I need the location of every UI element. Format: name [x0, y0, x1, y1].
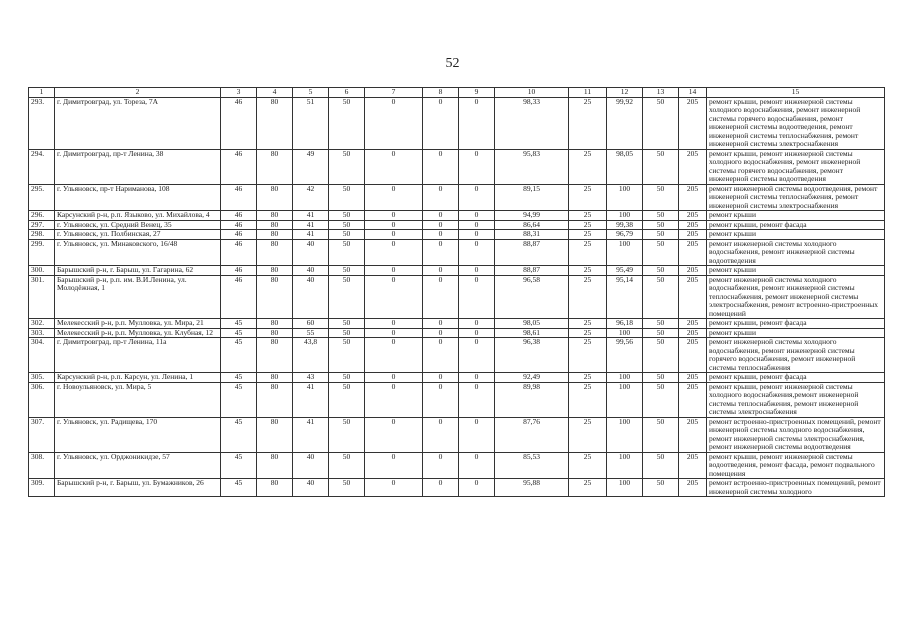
value-cell-c8: 0	[423, 452, 459, 479]
works-cell: ремонт крыши, ремонт инженерной системы водоотведения, ремонт фасада, ремонт подвального помещения	[707, 452, 885, 479]
value-cell-c10: 92,49	[495, 373, 569, 383]
value-cell-c7: 0	[365, 230, 423, 240]
table-row	[29, 266, 885, 276]
value-cell-c5: 43	[293, 373, 329, 383]
value-cell-c13: 50	[643, 266, 679, 276]
value-cell-c11: 25	[569, 452, 607, 479]
value-cell-c9: 0	[459, 266, 495, 276]
column-header: 2	[55, 88, 221, 98]
table-row	[29, 220, 885, 230]
value-cell-c7: 0	[365, 479, 423, 497]
value-cell-c4: 80	[257, 239, 293, 266]
value-cell-c10: 88,31	[495, 230, 569, 240]
value-cell-c11: 25	[569, 319, 607, 329]
value-cell-c12: 100	[607, 373, 643, 383]
value-cell-c13: 50	[643, 338, 679, 373]
value-cell-c8: 0	[423, 266, 459, 276]
value-cell-c4: 80	[257, 382, 293, 417]
value-cell-c10: 98,61	[495, 328, 569, 338]
table-row	[29, 230, 885, 240]
value-cell-c6: 50	[329, 319, 365, 329]
value-cell-c7: 0	[365, 328, 423, 338]
value-cell-c11: 25	[569, 230, 607, 240]
table-row	[29, 275, 885, 319]
works-cell: ремонт встроенно-пристроенных помещений, ремонт инженерной системы холодного водоснабжения, ремонт инженерной системы электроснабжения, ремонт инженерной системы водоотведения	[707, 417, 885, 452]
column-header: 7	[365, 88, 423, 98]
table-row	[29, 149, 885, 184]
value-cell-c8: 0	[423, 97, 459, 149]
value-cell-c9: 0	[459, 184, 495, 211]
row-number-cell: 296.	[29, 211, 55, 221]
works-cell: ремонт инженерной системы водоотведения, ремонт инженерной системы теплоснабжения, ремонт инженерной системы электроснабжения	[707, 184, 885, 211]
address-cell: г. Ульяновск, ул. Средний Венец, 35	[55, 220, 221, 230]
address-cell: Барышский р-н, г. Барыш, ул. Гагарина, 62	[55, 266, 221, 276]
value-cell-c3: 45	[221, 417, 257, 452]
value-cell-c9: 0	[459, 275, 495, 319]
row-number-cell: 309.	[29, 479, 55, 497]
works-cell: ремонт крыши, ремонт фасада	[707, 220, 885, 230]
value-cell-c5: 40	[293, 266, 329, 276]
value-cell-c14: 205	[679, 382, 707, 417]
value-cell-c7: 0	[365, 275, 423, 319]
value-cell-c7: 0	[365, 373, 423, 383]
value-cell-c4: 80	[257, 220, 293, 230]
value-cell-c5: 41	[293, 382, 329, 417]
value-cell-c10: 95,83	[495, 149, 569, 184]
table-row	[29, 417, 885, 452]
value-cell-c6: 50	[329, 373, 365, 383]
address-cell: г. Димитровград, пр-т Ленина, 11а	[55, 338, 221, 373]
works-cell: ремонт крыши, ремонт фасада	[707, 319, 885, 329]
value-cell-c12: 100	[607, 382, 643, 417]
value-cell-c13: 50	[643, 230, 679, 240]
value-cell-c11: 25	[569, 184, 607, 211]
value-cell-c12: 99,56	[607, 338, 643, 373]
column-header: 6	[329, 88, 365, 98]
value-cell-c8: 0	[423, 275, 459, 319]
value-cell-c5: 49	[293, 149, 329, 184]
address-cell: г. Ульяновск, пр-т Нариманова, 108	[55, 184, 221, 211]
value-cell-c3: 46	[221, 149, 257, 184]
column-header: 14	[679, 88, 707, 98]
value-cell-c11: 25	[569, 211, 607, 221]
value-cell-c9: 0	[459, 373, 495, 383]
value-cell-c14: 205	[679, 184, 707, 211]
value-cell-c3: 45	[221, 452, 257, 479]
row-number-cell: 304.	[29, 338, 55, 373]
column-header: 1	[29, 88, 55, 98]
value-cell-c7: 0	[365, 220, 423, 230]
value-cell-c14: 205	[679, 319, 707, 329]
table-row	[29, 239, 885, 266]
address-cell: г. Ульяновск, ул. Радищева, 170	[55, 417, 221, 452]
value-cell-c4: 80	[257, 230, 293, 240]
value-cell-c14: 205	[679, 220, 707, 230]
table-row	[29, 479, 885, 497]
value-cell-c13: 50	[643, 479, 679, 497]
value-cell-c7: 0	[365, 417, 423, 452]
value-cell-c8: 0	[423, 328, 459, 338]
value-cell-c12: 95,49	[607, 266, 643, 276]
works-cell: ремонт крыши, ремонт инженерной системы холодного водоснабжения, ремонт инженерной системы горячего водоснабжения, ремонт инженерной системы водоотведения	[707, 149, 885, 184]
value-cell-c7: 0	[365, 319, 423, 329]
value-cell-c8: 0	[423, 239, 459, 266]
value-cell-c6: 50	[329, 211, 365, 221]
column-header: 3	[221, 88, 257, 98]
table-header	[29, 88, 885, 98]
row-number-cell: 308.	[29, 452, 55, 479]
value-cell-c12: 100	[607, 328, 643, 338]
value-cell-c13: 50	[643, 328, 679, 338]
value-cell-c14: 205	[679, 417, 707, 452]
value-cell-c9: 0	[459, 479, 495, 497]
page-number: 52	[445, 56, 460, 71]
value-cell-c12: 96,79	[607, 230, 643, 240]
value-cell-c5: 42	[293, 184, 329, 211]
value-cell-c11: 25	[569, 149, 607, 184]
value-cell-c4: 80	[257, 417, 293, 452]
value-cell-c6: 50	[329, 230, 365, 240]
address-cell: Мелекесский р-н, р.п. Мулловка, ул. Мира, 21	[55, 319, 221, 329]
column-header: 5	[293, 88, 329, 98]
value-cell-c11: 25	[569, 338, 607, 373]
value-cell-c9: 0	[459, 220, 495, 230]
value-cell-c7: 0	[365, 184, 423, 211]
value-cell-c10: 98,05	[495, 319, 569, 329]
value-cell-c14: 205	[679, 230, 707, 240]
column-header: 4	[257, 88, 293, 98]
table-row	[29, 319, 885, 329]
value-cell-c6: 50	[329, 266, 365, 276]
value-cell-c9: 0	[459, 382, 495, 417]
value-cell-c5: 41	[293, 230, 329, 240]
table-row	[29, 184, 885, 211]
value-cell-c5: 40	[293, 479, 329, 497]
address-cell: г. Ульяновск, ул. Минаковского, 16/48	[55, 239, 221, 266]
value-cell-c11: 25	[569, 328, 607, 338]
address-cell: г. Димитровград, пр-т Ленина, 38	[55, 149, 221, 184]
value-cell-c12: 98,05	[607, 149, 643, 184]
value-cell-c12: 100	[607, 452, 643, 479]
value-cell-c10: 88,87	[495, 239, 569, 266]
value-cell-c9: 0	[459, 452, 495, 479]
works-cell: ремонт крыши	[707, 328, 885, 338]
value-cell-c13: 50	[643, 239, 679, 266]
value-cell-c8: 0	[423, 230, 459, 240]
value-cell-c11: 25	[569, 382, 607, 417]
address-cell: г. Ульяновск, ул. Полбинская, 27	[55, 230, 221, 240]
row-number-cell: 300.	[29, 266, 55, 276]
value-cell-c8: 0	[423, 382, 459, 417]
value-cell-c7: 0	[365, 211, 423, 221]
column-header: 11	[569, 88, 607, 98]
value-cell-c11: 25	[569, 239, 607, 266]
value-cell-c12: 96,18	[607, 319, 643, 329]
value-cell-c10: 94,99	[495, 211, 569, 221]
value-cell-c3: 46	[221, 97, 257, 149]
row-number-cell: 305.	[29, 373, 55, 383]
works-cell: ремонт крыши, ремонт инженерной системы холодного водоснабжения, ремонт инженерной системы горячего водоснабжения, ремонт инженерной системы водоотведения, ремонт инженерной системы теплоснабжения, ремонт инженерной системы электроснабжения	[707, 97, 885, 149]
row-number-cell: 295.	[29, 184, 55, 211]
works-cell: ремонт крыши, ремонт фасада	[707, 373, 885, 383]
value-cell-c11: 25	[569, 373, 607, 383]
value-cell-c12: 100	[607, 211, 643, 221]
value-cell-c7: 0	[365, 97, 423, 149]
row-number-cell: 297.	[29, 220, 55, 230]
value-cell-c4: 80	[257, 97, 293, 149]
value-cell-c4: 80	[257, 373, 293, 383]
value-cell-c9: 0	[459, 338, 495, 373]
value-cell-c13: 50	[643, 319, 679, 329]
table-row	[29, 338, 885, 373]
housing-repair-table	[28, 87, 885, 497]
value-cell-c9: 0	[459, 230, 495, 240]
value-cell-c3: 45	[221, 479, 257, 497]
works-cell: ремонт инженерной системы холодного водоснабжения, ремонт инженерной системы водоотведения	[707, 239, 885, 266]
value-cell-c7: 0	[365, 452, 423, 479]
column-header: 12	[607, 88, 643, 98]
value-cell-c6: 50	[329, 275, 365, 319]
value-cell-c7: 0	[365, 338, 423, 373]
works-cell: ремонт крыши	[707, 230, 885, 240]
address-cell: Барышский р-н, р.п. им. В.И.Ленина, ул. Молодёжная, 1	[55, 275, 221, 319]
value-cell-c5: 40	[293, 239, 329, 266]
value-cell-c13: 50	[643, 452, 679, 479]
value-cell-c8: 0	[423, 149, 459, 184]
value-cell-c6: 50	[329, 479, 365, 497]
value-cell-c5: 41	[293, 417, 329, 452]
value-cell-c14: 205	[679, 452, 707, 479]
value-cell-c12: 99,38	[607, 220, 643, 230]
works-cell: ремонт крыши, ремонт инженерной системы холодного водоснабжения,ремонт инженерной системы теплоснабжения, ремонт инженерной системы электроснабжения	[707, 382, 885, 417]
value-cell-c5: 41	[293, 211, 329, 221]
value-cell-c3: 45	[221, 328, 257, 338]
address-cell: Карсунский р-н, р.п. Языково, ул. Михайлова, 4	[55, 211, 221, 221]
row-number-cell: 298.	[29, 230, 55, 240]
value-cell-c7: 0	[365, 149, 423, 184]
table-row	[29, 382, 885, 417]
value-cell-c9: 0	[459, 149, 495, 184]
value-cell-c8: 0	[423, 211, 459, 221]
value-cell-c6: 50	[329, 184, 365, 211]
value-cell-c4: 80	[257, 328, 293, 338]
value-cell-c12: 100	[607, 417, 643, 452]
value-cell-c4: 80	[257, 479, 293, 497]
value-cell-c8: 0	[423, 373, 459, 383]
value-cell-c5: 55	[293, 328, 329, 338]
column-header: 15	[707, 88, 885, 98]
value-cell-c9: 0	[459, 319, 495, 329]
address-cell: Мелекесский р-н, р.п. Мулловка, ул. Клубная, 12	[55, 328, 221, 338]
value-cell-c10: 96,38	[495, 338, 569, 373]
value-cell-c9: 0	[459, 328, 495, 338]
value-cell-c9: 0	[459, 417, 495, 452]
value-cell-c12: 100	[607, 479, 643, 497]
value-cell-c12: 99,92	[607, 97, 643, 149]
row-number-cell: 307.	[29, 417, 55, 452]
value-cell-c13: 50	[643, 97, 679, 149]
table-row	[29, 97, 885, 149]
value-cell-c10: 89,98	[495, 382, 569, 417]
value-cell-c3: 46	[221, 184, 257, 211]
value-cell-c10: 98,33	[495, 97, 569, 149]
value-cell-c3: 45	[221, 319, 257, 329]
value-cell-c9: 0	[459, 97, 495, 149]
row-number-cell: 299.	[29, 239, 55, 266]
value-cell-c11: 25	[569, 97, 607, 149]
value-cell-c11: 25	[569, 479, 607, 497]
table-row	[29, 211, 885, 221]
value-cell-c14: 205	[679, 239, 707, 266]
value-cell-c8: 0	[423, 184, 459, 211]
value-cell-c9: 0	[459, 239, 495, 266]
value-cell-c10: 87,76	[495, 417, 569, 452]
value-cell-c6: 50	[329, 239, 365, 266]
row-number-cell: 301.	[29, 275, 55, 319]
value-cell-c12: 95,14	[607, 275, 643, 319]
column-header: 10	[495, 88, 569, 98]
value-cell-c12: 100	[607, 239, 643, 266]
value-cell-c13: 50	[643, 373, 679, 383]
value-cell-c14: 205	[679, 373, 707, 383]
works-cell: ремонт инженерной системы холодного водоснабжения, ремонт инженерной системы горячего водоснабжения, ремонт инженерной системы теплоснабжения	[707, 338, 885, 373]
value-cell-c3: 46	[221, 266, 257, 276]
value-cell-c10: 96,58	[495, 275, 569, 319]
value-cell-c3: 46	[221, 230, 257, 240]
row-number-cell: 294.	[29, 149, 55, 184]
row-number-cell: 303.	[29, 328, 55, 338]
value-cell-c13: 50	[643, 149, 679, 184]
row-number-cell: 302.	[29, 319, 55, 329]
value-cell-c8: 0	[423, 338, 459, 373]
value-cell-c4: 80	[257, 319, 293, 329]
value-cell-c10: 95,88	[495, 479, 569, 497]
value-cell-c11: 25	[569, 275, 607, 319]
value-cell-c3: 46	[221, 239, 257, 266]
value-cell-c9: 0	[459, 211, 495, 221]
value-cell-c6: 50	[329, 382, 365, 417]
value-cell-c6: 50	[329, 220, 365, 230]
value-cell-c12: 100	[607, 184, 643, 211]
address-cell: г. Димитровград, ул. Тореза, 7А	[55, 97, 221, 149]
value-cell-c3: 45	[221, 373, 257, 383]
table-body	[29, 97, 885, 497]
value-cell-c3: 45	[221, 338, 257, 373]
value-cell-c5: 40	[293, 275, 329, 319]
value-cell-c5: 43,8	[293, 338, 329, 373]
value-cell-c8: 0	[423, 417, 459, 452]
table-row	[29, 328, 885, 338]
row-number-cell: 293.	[29, 97, 55, 149]
table-row	[29, 373, 885, 383]
value-cell-c4: 80	[257, 211, 293, 221]
value-cell-c14: 205	[679, 149, 707, 184]
value-cell-c14: 205	[679, 328, 707, 338]
value-cell-c14: 205	[679, 275, 707, 319]
value-cell-c11: 25	[569, 266, 607, 276]
value-cell-c8: 0	[423, 220, 459, 230]
value-cell-c5: 40	[293, 452, 329, 479]
value-cell-c7: 0	[365, 382, 423, 417]
header-row	[29, 88, 885, 98]
value-cell-c6: 50	[329, 417, 365, 452]
value-cell-c7: 0	[365, 239, 423, 266]
value-cell-c8: 0	[423, 319, 459, 329]
value-cell-c13: 50	[643, 211, 679, 221]
value-cell-c4: 80	[257, 275, 293, 319]
works-cell: ремонт крыши	[707, 266, 885, 276]
value-cell-c10: 88,87	[495, 266, 569, 276]
value-cell-c5: 51	[293, 97, 329, 149]
value-cell-c14: 205	[679, 338, 707, 373]
value-cell-c3: 46	[221, 220, 257, 230]
value-cell-c14: 205	[679, 479, 707, 497]
value-cell-c4: 80	[257, 266, 293, 276]
value-cell-c4: 80	[257, 452, 293, 479]
value-cell-c3: 46	[221, 211, 257, 221]
value-cell-c6: 50	[329, 452, 365, 479]
works-cell: ремонт встроенно-пристроенных помещений, ремонт инженерной системы холодного	[707, 479, 885, 497]
value-cell-c13: 50	[643, 184, 679, 211]
address-cell: Барышский р-н, г. Барыш, ул. Бумажников, 26	[55, 479, 221, 497]
value-cell-c5: 60	[293, 319, 329, 329]
value-cell-c4: 80	[257, 338, 293, 373]
value-cell-c10: 86,64	[495, 220, 569, 230]
value-cell-c4: 80	[257, 149, 293, 184]
works-cell: ремонт крыши	[707, 211, 885, 221]
value-cell-c3: 46	[221, 275, 257, 319]
value-cell-c6: 50	[329, 149, 365, 184]
column-header: 13	[643, 88, 679, 98]
value-cell-c6: 50	[329, 338, 365, 373]
value-cell-c13: 50	[643, 275, 679, 319]
value-cell-c8: 0	[423, 479, 459, 497]
value-cell-c7: 0	[365, 266, 423, 276]
value-cell-c14: 205	[679, 211, 707, 221]
value-cell-c13: 50	[643, 417, 679, 452]
column-header: 9	[459, 88, 495, 98]
value-cell-c14: 205	[679, 266, 707, 276]
value-cell-c11: 25	[569, 220, 607, 230]
address-cell: Карсунский р-н, р.п. Карсун, ул. Ленина, 1	[55, 373, 221, 383]
address-cell: г. Ульяновск, ул. Орджоникидзе, 57	[55, 452, 221, 479]
value-cell-c10: 85,53	[495, 452, 569, 479]
value-cell-c11: 25	[569, 417, 607, 452]
value-cell-c13: 50	[643, 382, 679, 417]
value-cell-c5: 41	[293, 220, 329, 230]
value-cell-c6: 50	[329, 328, 365, 338]
value-cell-c14: 205	[679, 97, 707, 149]
value-cell-c4: 80	[257, 184, 293, 211]
value-cell-c3: 45	[221, 382, 257, 417]
column-header: 8	[423, 88, 459, 98]
value-cell-c10: 89,15	[495, 184, 569, 211]
row-number-cell: 306.	[29, 382, 55, 417]
table-row	[29, 452, 885, 479]
works-cell: ремонт инженерной системы холодного водоснабжения, ремонт инженерной системы теплоснабжения, ремонт инженерной системы электроснабжения, ремонт встроенно-пристроенных помещений	[707, 275, 885, 319]
address-cell: г. Новоульяновск, ул. Мира, 5	[55, 382, 221, 417]
value-cell-c13: 50	[643, 220, 679, 230]
value-cell-c6: 50	[329, 97, 365, 149]
